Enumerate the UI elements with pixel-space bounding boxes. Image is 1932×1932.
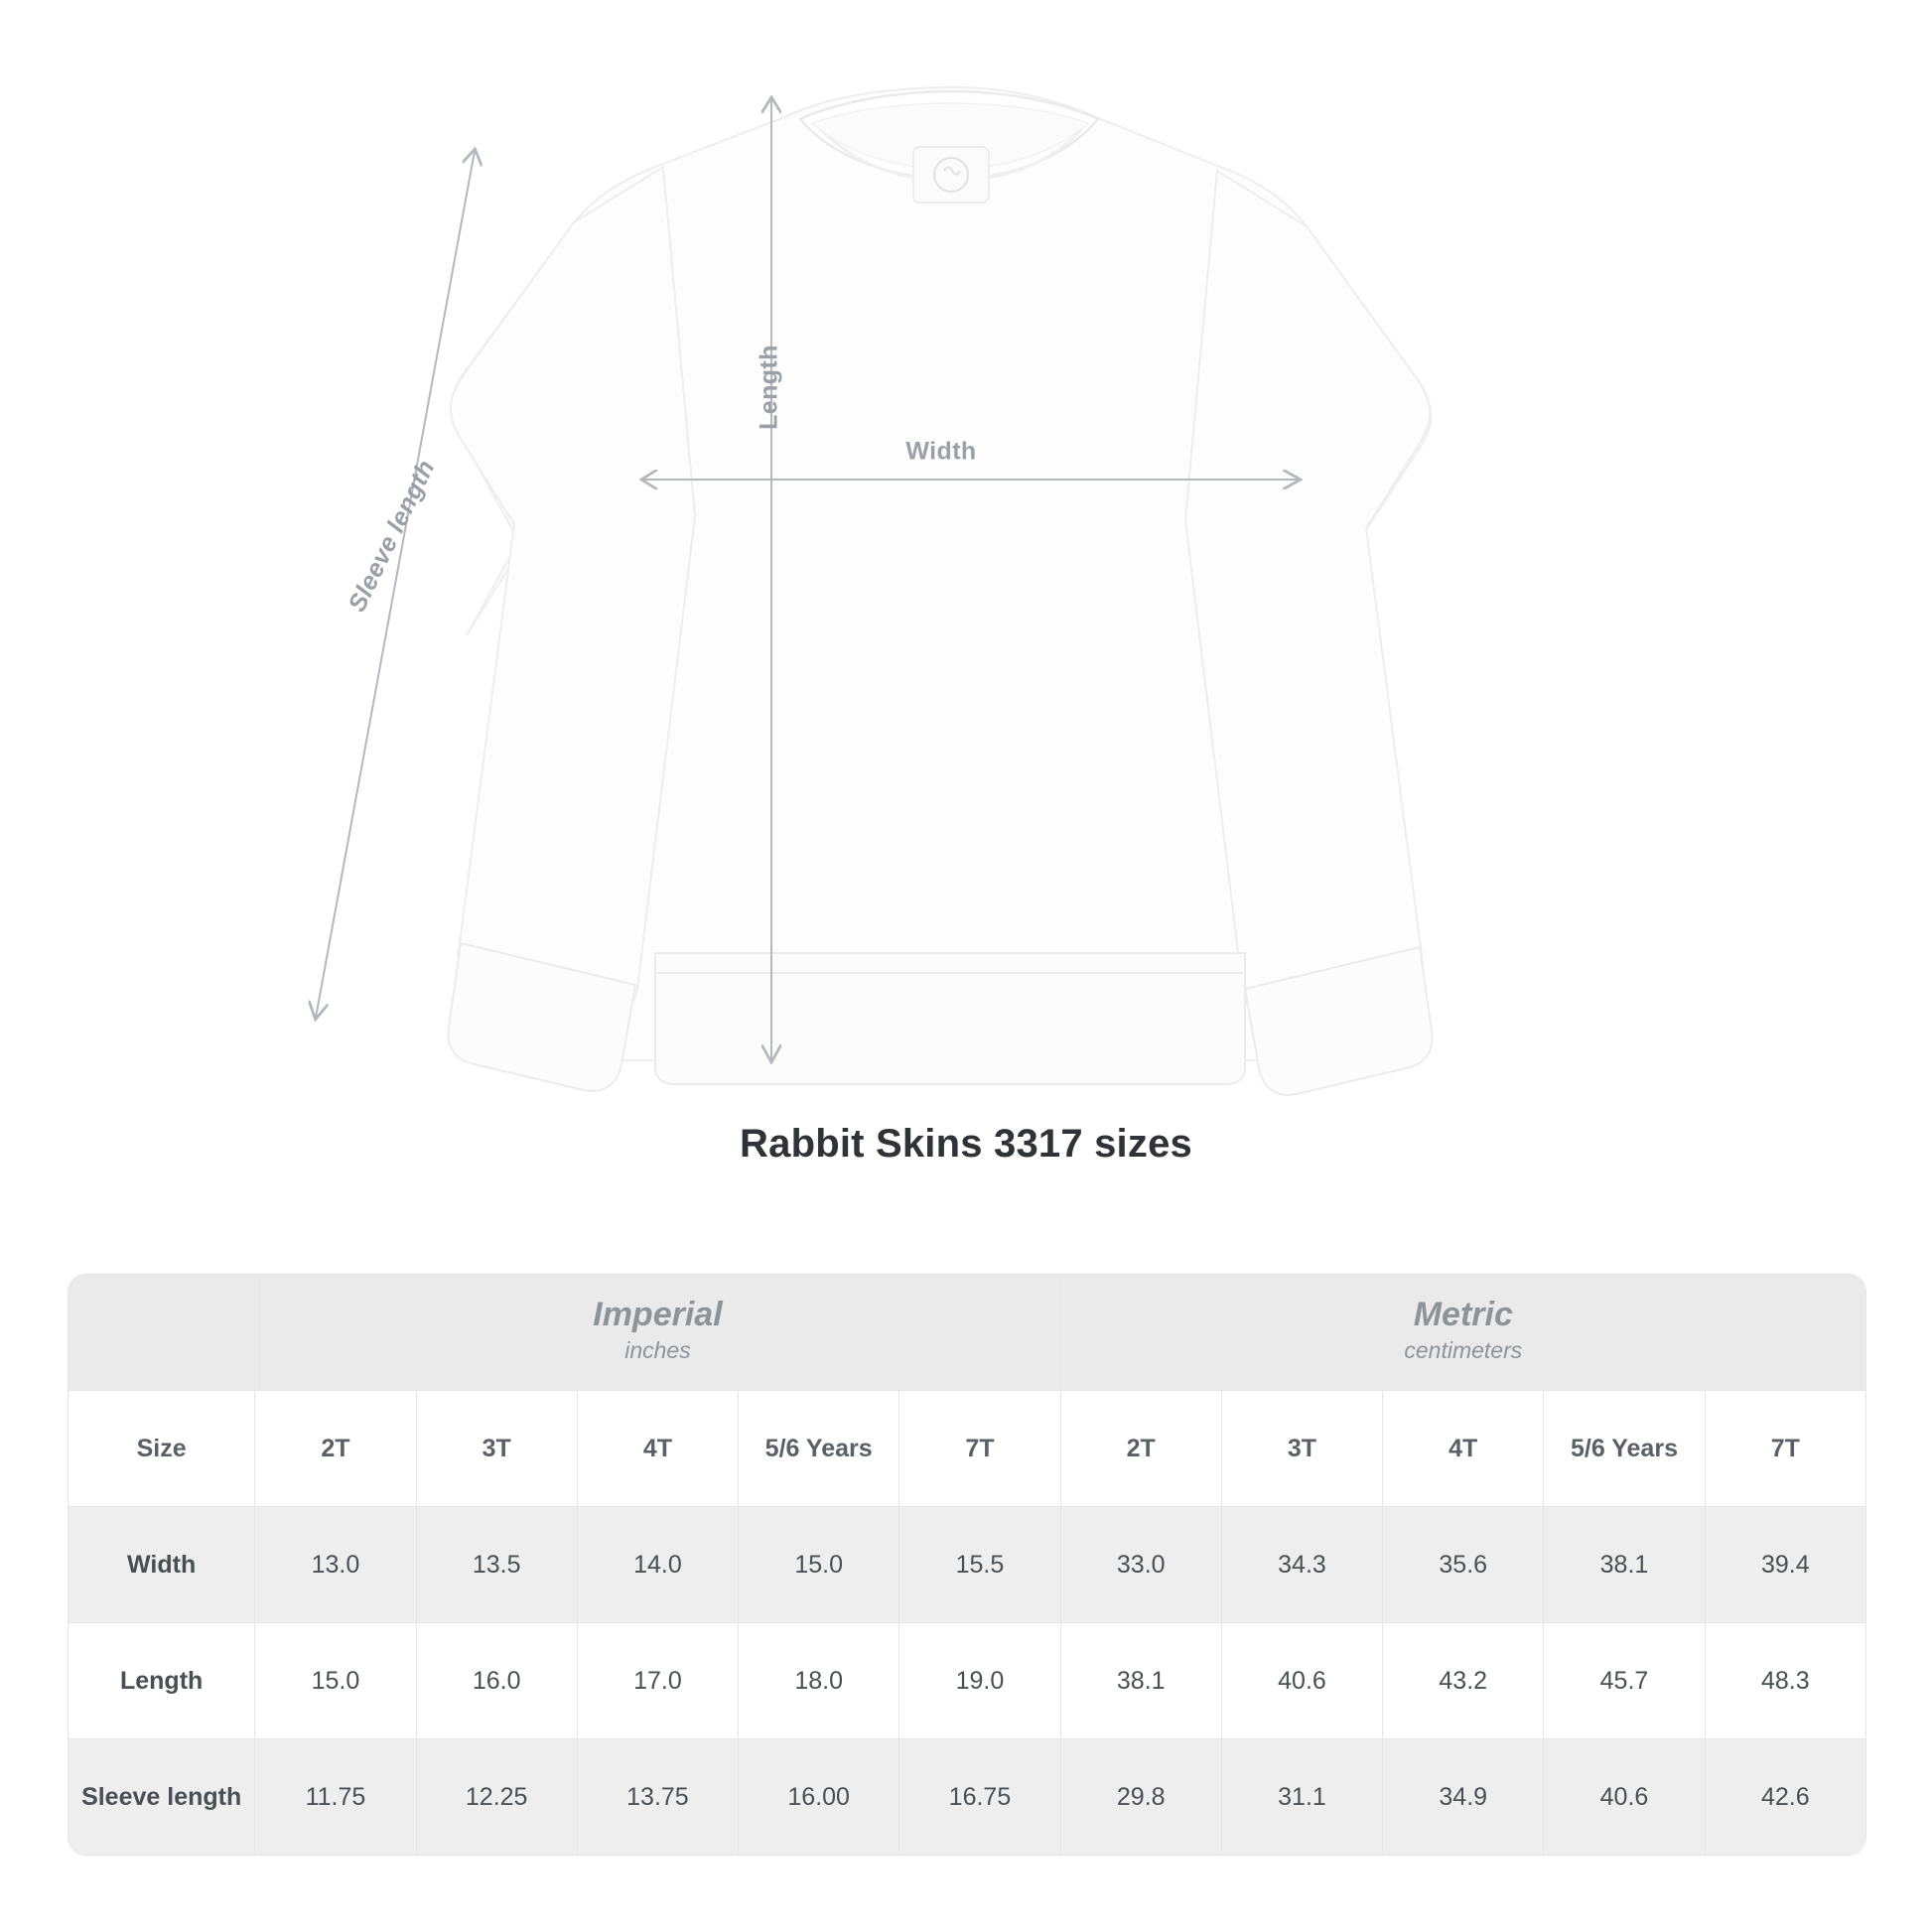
unit-group-imperial-sub: inches [624, 1337, 691, 1364]
cell-width-2t-in: 13.0 [255, 1507, 416, 1623]
cell-sleeve-3t-in: 12.25 [416, 1739, 577, 1856]
cell-sleeve-7t-cm: 42.6 [1705, 1739, 1865, 1856]
cell-width-4t-cm: 35.6 [1383, 1507, 1544, 1623]
cell-sleeve-4t-in: 13.75 [577, 1739, 738, 1856]
unit-group-metric-name: Metric [1413, 1296, 1513, 1334]
cell-width-56-cm: 38.1 [1544, 1507, 1705, 1623]
cell-length-7t-in: 19.0 [899, 1623, 1060, 1739]
size-header-row [69, 1391, 1866, 1507]
unit-group-metric [1060, 1275, 1865, 1391]
cell-width-56-in: 15.0 [739, 1507, 899, 1623]
column-header-56-cm: 5/6 Years [1544, 1391, 1705, 1507]
cell-sleeve-4t-cm: 34.9 [1383, 1739, 1544, 1856]
cell-length-7t-cm: 48.3 [1705, 1623, 1865, 1739]
cell-width-3t-in: 13.5 [416, 1507, 577, 1623]
cell-length-2t-cm: 38.1 [1060, 1623, 1221, 1739]
column-header-2t-cm: 2T [1060, 1391, 1221, 1507]
width-dimension-label: Width [905, 437, 977, 466]
cell-length-4t-cm: 43.2 [1383, 1623, 1544, 1739]
unit-group-imperial [255, 1275, 1060, 1391]
length-dimension-label: Length [755, 345, 783, 430]
column-header-4t-cm: 4T [1383, 1391, 1544, 1507]
column-header-7t-in: 7T [899, 1391, 1060, 1507]
cell-width-7t-in: 15.5 [899, 1507, 1060, 1623]
cell-length-2t-in: 15.0 [255, 1623, 416, 1739]
cell-width-7t-cm: 39.4 [1705, 1507, 1865, 1623]
cell-sleeve-2t-cm: 29.8 [1060, 1739, 1221, 1856]
column-header-56-in: 5/6 Years [739, 1391, 899, 1507]
column-header-2t-in: 2T [255, 1391, 416, 1507]
cell-length-4t-in: 17.0 [577, 1623, 738, 1739]
size-table [68, 1274, 1866, 1856]
cell-sleeve-3t-cm: 31.1 [1221, 1739, 1382, 1856]
column-header-7t-cm: 7T [1705, 1391, 1865, 1507]
cell-width-4t-in: 14.0 [577, 1507, 738, 1623]
unit-group-metric-sub: centimeters [1404, 1337, 1523, 1364]
cell-width-3t-cm: 34.3 [1221, 1507, 1382, 1623]
cell-sleeve-2t-in: 11.75 [255, 1739, 416, 1856]
column-header-4t-in: 4T [577, 1391, 738, 1507]
unit-group-imperial-name: Imperial [593, 1296, 723, 1334]
cell-length-56-cm: 45.7 [1544, 1623, 1705, 1739]
table-row [69, 1507, 1866, 1623]
row-label-sleeve-length: Sleeve length [69, 1739, 255, 1856]
cell-sleeve-56-cm: 40.6 [1544, 1739, 1705, 1856]
table-row [69, 1739, 1866, 1856]
cell-length-3t-cm: 40.6 [1221, 1623, 1382, 1739]
cell-sleeve-56-in: 16.00 [739, 1739, 899, 1856]
cell-width-2t-cm: 33.0 [1060, 1507, 1221, 1623]
column-header-3t-in: 3T [416, 1391, 577, 1507]
sweatshirt-shape [448, 87, 1432, 1095]
unit-header-row [69, 1275, 1866, 1391]
cell-length-3t-in: 16.0 [416, 1623, 577, 1739]
table-row [69, 1623, 1866, 1739]
cell-length-56-in: 18.0 [739, 1623, 899, 1739]
cell-sleeve-7t-in: 16.75 [899, 1739, 1060, 1856]
row-label-length: Length [69, 1623, 255, 1739]
column-header-size: Size [69, 1391, 255, 1507]
size-table-container [68, 1274, 1866, 1856]
page-title: Rabbit Skins 3317 sizes [740, 1122, 1192, 1166]
sleeve-length-dimension-label: Sleeve length [343, 455, 441, 617]
row-label-width: Width [69, 1507, 255, 1623]
column-header-3t-cm: 3T [1221, 1391, 1382, 1507]
unit-header-spacer [69, 1275, 255, 1391]
